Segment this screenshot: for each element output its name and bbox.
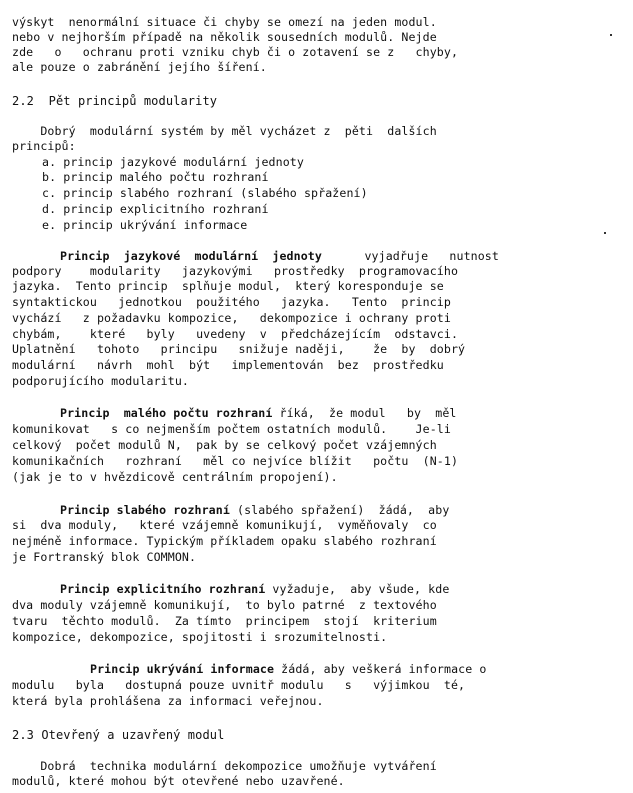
text-run: (slabého spřažení) žádá, aby (229, 503, 450, 517)
text-line: kompozice, dekompozice, spojitosti i srozumitelnosti. (12, 630, 388, 644)
text-line: modulární návrh mohl být implementován bez prostředku (12, 358, 444, 372)
text-line: si dva moduly, které vzájemně komunikují, vyměňovaly co (12, 518, 437, 532)
text-run: žádá, aby veškerá informace o (274, 662, 487, 676)
section-number: 2.2 (12, 94, 34, 108)
principle-name: Princip slabého rozhraní (60, 503, 230, 517)
list-item: c. princip slabého rozhraní (slabého spřažení) (42, 186, 368, 200)
text-line: komunikačních rozhraní měl co nejvíce blížit počtu (N-1) (12, 454, 459, 468)
text-line: podpory modularity jazykovými prostředky programovacího (12, 264, 459, 278)
paragraph-lead-line (60, 250, 499, 263)
scan-speck (610, 34, 612, 36)
text-line: chybám, které byly uvedeny v předcházejícím odstavci. (12, 327, 459, 341)
list-item: a. princip jazykové modulární jednoty (42, 155, 304, 169)
paragraph-lead-line (60, 504, 449, 517)
text-line: vychází z požadavku kompozice, dekompozice i ochrany proti (12, 311, 451, 325)
text-line: nejméně informace. Typickým příkladem opaku slabého rozhraní (12, 534, 437, 548)
section-title: Pět principů modularity (48, 94, 218, 108)
section-title: Otevřený a uzavřený modul (41, 728, 225, 742)
text-line: ale pouze o zabránění jejího šíření. (12, 60, 267, 74)
text-line: zde o ochranu proti vzniku chyb či o zotavení se z chyby, (12, 45, 459, 59)
text-run: říká, že modul by měl (272, 406, 457, 420)
principle-name: Princip jazykové modulární jednoty (60, 249, 322, 263)
text-line: syntaktickou jednotkou použitého jazyka. Tento princip (12, 295, 451, 309)
text-run: vyjadřuje nutnost (321, 249, 499, 263)
principle-name: Princip malého počtu rozhraní (60, 406, 273, 420)
text-line: principů: (12, 139, 76, 153)
text-line: dva moduly vzájemně komunikují, to bylo patrné z textového (12, 598, 437, 612)
section-number: 2.3 (12, 728, 34, 742)
text-line: Dobrý modulární systém by měl vycházet z pěti dalších (12, 124, 437, 138)
principle-name: Princip explicitního rozhraní (60, 582, 266, 596)
text-line: tvaru těchto modulů. Za tímto principem stojí kriterium (12, 614, 437, 628)
text-line: komunikovat s co nejmenším počtem ostatních modulů. Je-li (12, 422, 451, 436)
list-item: d. princip explicitního rozhraní (42, 202, 269, 216)
text-line: která byla prohlášena za informaci veřejnou. (12, 694, 324, 708)
text-line: podporujícího modularitu. (12, 374, 190, 388)
principle-name: Princip ukrývání informace (90, 662, 275, 676)
text-line: Uplatnění tohoto principu snižuje naději, že by dobrý (12, 342, 466, 356)
text-line: modulu byla dostupná pouze uvnitř modulu s výjimkou té, (12, 678, 466, 692)
paragraph-lead-line (90, 663, 487, 676)
list-item: b. princip malého počtu rozhraní (42, 170, 269, 184)
text-line: celkový počet modulů N, pak by se celkový počet vzájemných (12, 438, 437, 452)
scan-speck (604, 232, 606, 234)
text-line: výskyt nenormální situace či chyby se omezí na jeden modul. (12, 15, 437, 29)
section-heading (12, 95, 217, 108)
paragraph-lead-line (60, 583, 449, 596)
paragraph-lead-line (60, 407, 457, 420)
section-heading (12, 729, 224, 742)
text-line: je Fortranský blok COMMON. (12, 550, 197, 564)
text-line: nebo v nejhorším případě na několik sousedních modulů. Nejde (12, 30, 437, 44)
text-line: (jak je to v hvězdicově centrálním propojení). (12, 470, 338, 484)
text-run: vyžaduje, aby všude, kde (265, 582, 450, 596)
text-line: Dobrá technika modulární dekompozice umožňuje vytváření (12, 759, 437, 773)
text-line: modulů, které mohou být otevřené nebo uzavřené. (12, 774, 345, 788)
list-item: e. princip ukrývání informace (42, 218, 248, 232)
text-line: jazyka. Tento princip splňuje modul, který koresponduje se (12, 279, 444, 293)
